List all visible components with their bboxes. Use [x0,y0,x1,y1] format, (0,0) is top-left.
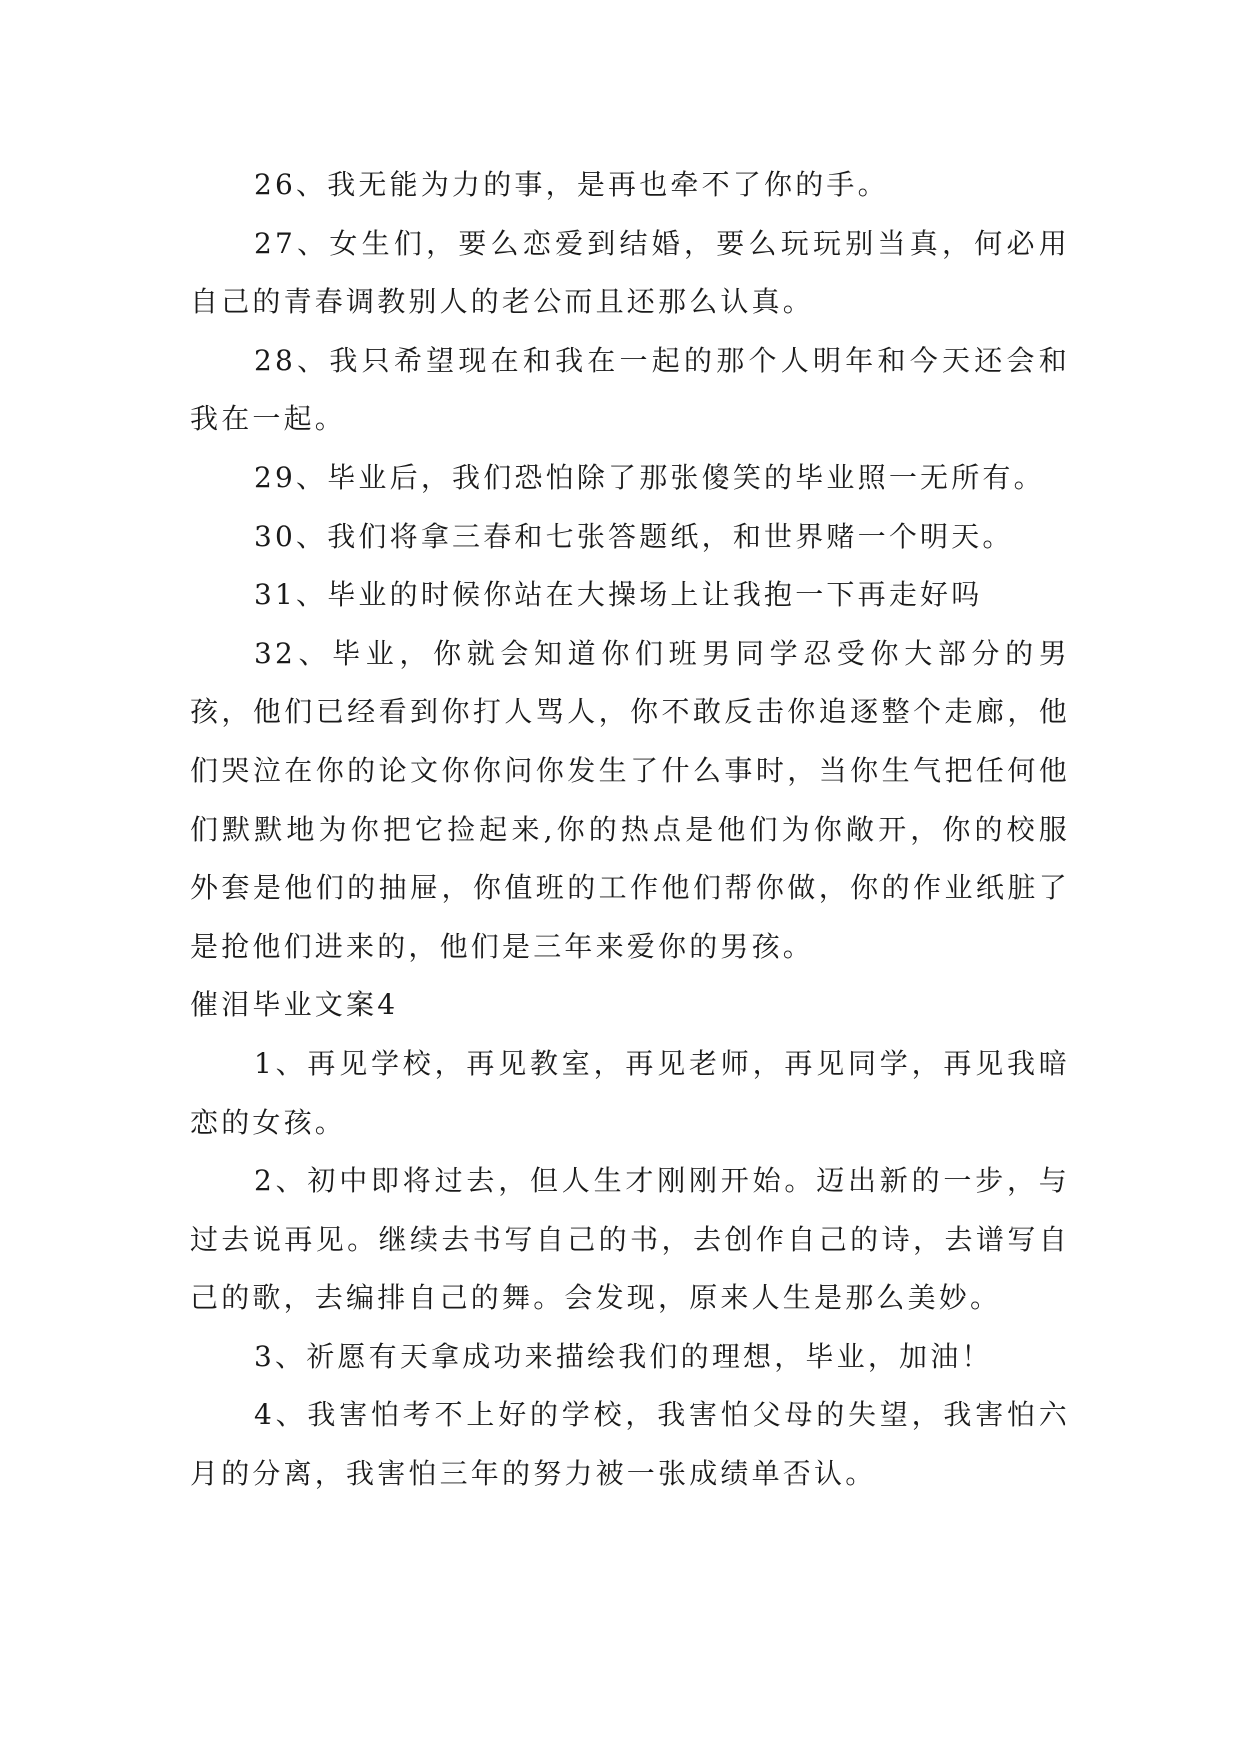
paragraph-3: 3、祈愿有天拿成功来描绘我们的理想，毕业，加油！ [254,1339,993,1373]
paragraph-2: 2、初中即将过去，但人生才刚刚开始。迈出新的一步，与过去说再见。继续去书写自己的书，去创作自己的诗，去谱写自己的歌，去编排自己的舞。会发现，原来人生是那么美妙。 [190,1164,1070,1315]
paragraph-4: 4、我害怕考不上好的学校，我害怕父母的失望，我害怕六月的分离，我害怕三年的努力被一张成绩单否认。 [190,1398,1070,1491]
paragraph-28: 28、我只希望现在和我在一起的那个人明年和今天还会和我在一起。 [190,343,1070,436]
paragraph-32: 32、毕业，你就会知道你们班男同学忍受你大部分的男孩，他们已经看到你打人骂人，你不敢反击你追逐整个走廊，他们哭泣在你的论文你你问你发生了什么事时，当你生气把任何他们默默地为你把它捡起来,你的热点是他们为你敞开，你的校服外套是他们的抽屉，你值班的工作他们帮你做，你的作业纸脏了是抢他们进来的，他们是三年来爱你的男孩。 [190,636,1070,963]
section-heading: 催泪毕业文案4 [190,988,399,1022]
paragraph-27: 27、女生们，要么恋爱到结婚，要么玩玩别当真，何必用自己的青春调教别人的老公而且还那么认真。 [190,226,1070,319]
paragraph-31: 31、毕业的时候你站在大操场上让我抱一下再走好吗 [254,578,983,612]
document-body [190,156,1070,1504]
paragraph-30: 30、我们将拿三春和七张答题纸，和世界赌一个明天。 [254,519,1014,553]
paragraph-1: 1、再见学校，再见教室，再见老师，再见同学，再见我暗恋的女孩。 [190,1046,1070,1139]
paragraph-29: 29、毕业后，我们恐怕除了那张傻笑的毕业照一无所有。 [254,460,1045,494]
paragraph-26: 26、我无能为力的事，是再也牵不了你的手。 [254,168,889,201]
